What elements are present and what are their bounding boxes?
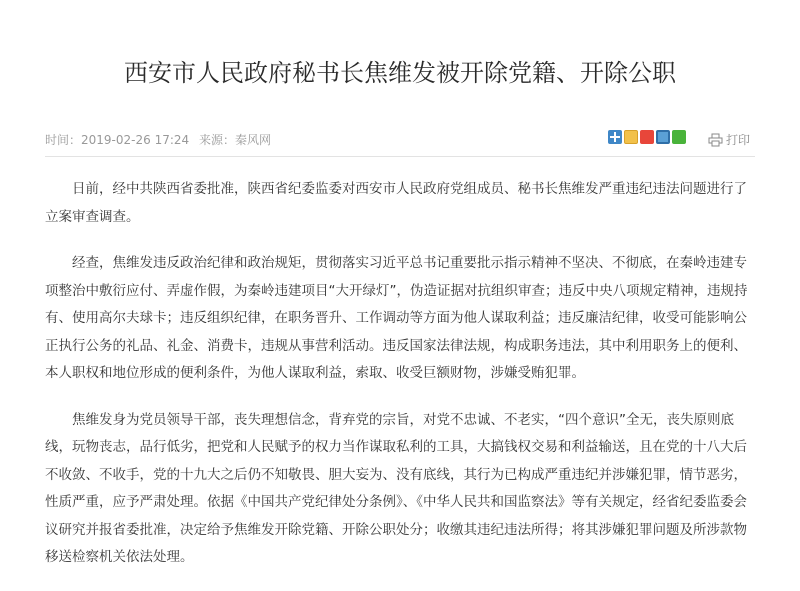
source-value: 秦风网 bbox=[235, 133, 272, 147]
share-bar bbox=[608, 130, 686, 144]
publish-time: 2019-02-26 17:24 bbox=[81, 133, 190, 147]
time-label: 时间： bbox=[45, 133, 82, 147]
paragraph: 日前，经中共陕西省委批准，陕西省纪委监委对西安市人民政府党组成员、秘书长焦维发严重违纪违法问题进行了立案审查调查。 bbox=[45, 181, 747, 225]
weibo-icon[interactable] bbox=[640, 130, 654, 144]
paragraph: 焦维发身为党员领导干部，丧失理想信念，背弃党的宗旨，对党不忠诚、不老实，“四个意识”全无，丧失原则底线，玩物丧志，品行低劣，把党和人民赋予的权力当作谋取私利的工具，大搞钱权交易和利益输送，且在党的十八大后不收敛、不收手，党的十九大之后仍不知敬畏、胆大妄为、没有底线，其行为已构成严重违纪并涉嫌犯罪，情节恶劣，性质严重，应予严肃处理。依据《中国共产党纪律处分条例》、《中华人民共和国监察法》等有关规定，经省纪委监委会议研究并报省委批准，决定给予焦维发开除党籍、开除公职处分；收缴其违纪违法所得；将其涉嫌犯罪问题及所涉款物移送检察机关依法处理。 bbox=[45, 411, 747, 565]
tencent-weibo-icon[interactable] bbox=[656, 130, 670, 144]
print-button[interactable] bbox=[708, 131, 750, 148]
share-more-icon[interactable] bbox=[608, 130, 622, 144]
article-title: 西安市人民政府秘书长焦维发被开除党籍、开除公职 bbox=[124, 59, 676, 87]
printer-icon bbox=[708, 133, 723, 147]
qzone-icon[interactable] bbox=[624, 130, 638, 144]
print-label: 打印 bbox=[726, 133, 751, 147]
divider bbox=[45, 156, 755, 157]
article-body bbox=[45, 176, 755, 591]
article-meta bbox=[45, 132, 271, 148]
paragraph: 经查，焦维发违反政治纪律和政治规矩，贯彻落实习近平总书记重要批示指示精神不坚决、不彻底，在秦岭违建专项整治中敷衍应付、弄虚作假，为秦岭违建项目“大开绿灯”，伪造证据对抗组织审查；违反中央八项规定精神，违规持有、使用高尔夫球卡；违反组织纪律，在职务晋升、工作调动等方面为他人谋取利益；违反廉洁纪律，收受可能影响公正执行公务的礼品、礼金、消费卡，违规从事营利活动。违反国家法律法规，构成职务违法，其中利用职务上的便利、本人职权和地位形成的便利条件，为他人谋取利益，索取、收受巨额财物，涉嫌受贿犯罪。 bbox=[45, 255, 748, 381]
wechat-icon[interactable] bbox=[672, 130, 686, 144]
source-label: 来源： bbox=[198, 133, 235, 147]
